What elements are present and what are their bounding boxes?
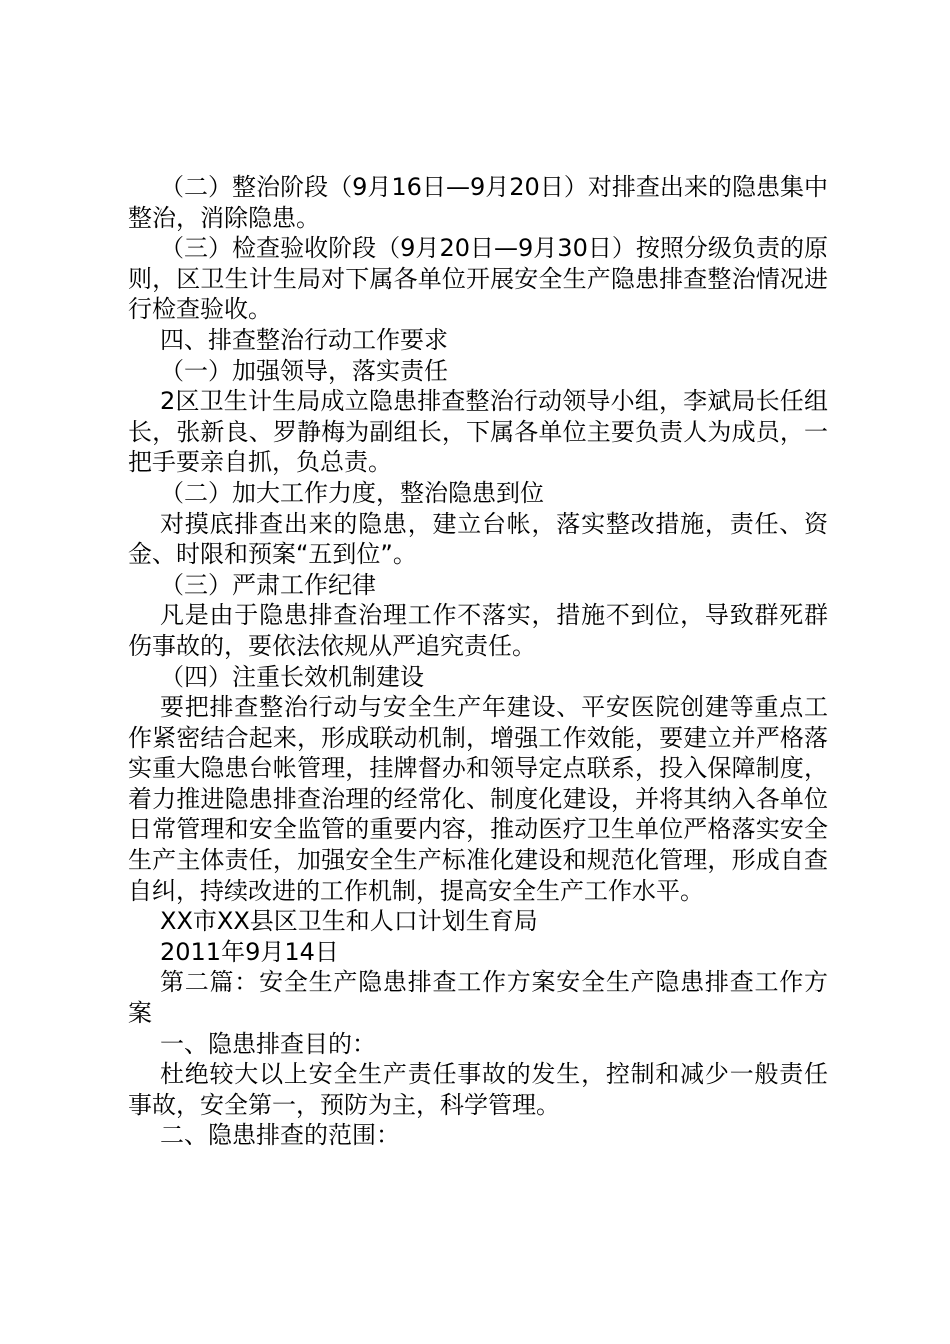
paragraph-inspection-purpose: 杜绝较大以上安全生产责任事故的发生，控制和减少一般责任事故，安全第一，预防为主，科学管理。 [128, 1060, 828, 1119]
document-body [128, 172, 828, 1151]
paragraph-long-term-mechanism: 要把排查整治行动与安全生产年建设、平安医院创建等重点工作紧密结合起来，形成联动机制，增强工作效能，要建立并严格落实重大隐患台帐管理，挂牌督办和领导定点联系，投入保障制度，着力推进隐患排查治理的经常化、制度化建设，并将其纳入各单位日常管理和安全监管的重要内容，推动医疗卫生单位严格落实安全生产主体责任，加强安全生产标准化建设和规范化管理，形成自查自纠，持续改进的工作机制，提高安全生产工作水平。 [128, 693, 828, 905]
heading-work-requirements: 四、排查整治行动工作要求 [160, 325, 448, 354]
paragraph-inspection-phase: （三）检查验收阶段（9月20日—9月30日）按照分级负责的原则，区卫生计生局对下属各单位开展安全生产隐患排查整治情况进行检查验收。 [128, 234, 828, 324]
heading-inspection-purpose: 一、隐患排查目的： [160, 1029, 376, 1058]
heading-inspection-scope: 二、隐患排查的范围： [160, 1121, 400, 1150]
paragraph-leadership: 2区卫生计生局成立隐患排查整治行动领导小组，李斌局长任组长，张新良、罗静梅为副组长，下属各单位主要负责人为成员，一把手要亲自抓，负总责。 [128, 387, 828, 477]
signature-date: 2011年9月14日 [160, 937, 339, 966]
paragraph-rectification-phase: （二）整治阶段（9月16日—9月20日）对排查出来的隐患集中整治，消除隐患。 [128, 173, 828, 232]
subheading-work-intensity: （二）加大工作力度，整治隐患到位 [160, 478, 544, 507]
paragraph-discipline: 凡是由于隐患排查治理工作不落实，措施不到位，导致群死群伤事故的，要依法依规从严追究责任。 [128, 601, 828, 660]
subheading-discipline: （三）严肃工作纪律 [160, 570, 376, 599]
paragraph-work-intensity: 对摸底排查出来的隐患，建立台帐，落实整改措施，责任、资金、时限和预案“五到位”。 [128, 509, 828, 569]
section-title-part-two: 第二篇：安全生产隐患排查工作方案安全生产隐患排查工作方案 [128, 968, 828, 1028]
subheading-long-term-mechanism: （四）注重长效机制建设 [160, 662, 424, 691]
subheading-leadership: （一）加强领导，落实责任 [160, 356, 448, 385]
signature-organization: XX市XX县区卫生和人口计划生育局 [160, 907, 538, 936]
